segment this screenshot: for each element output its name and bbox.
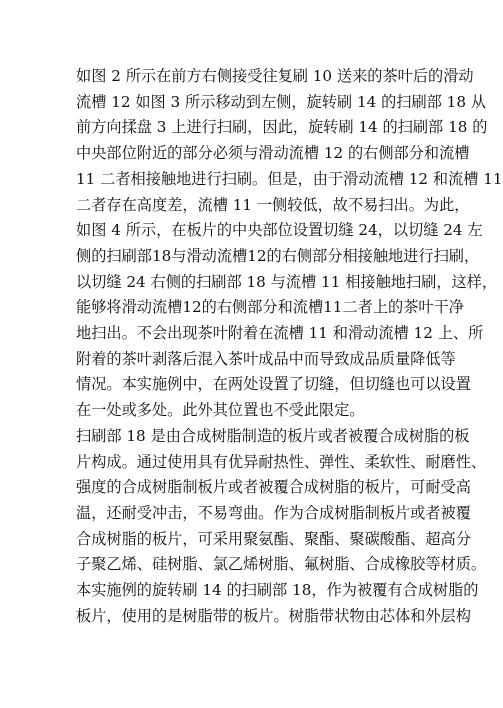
- text-line: 如图 2 所示在前方右侧接受往复刷 10 送来的茶叶后的滑动: [76, 67, 474, 85]
- text-line: 侧的扫刷部18与滑动流槽12的右侧部分相接触地进行扫刷，: [76, 246, 480, 265]
- text-line: 中央部位附近的部分必须与滑动流槽 12 的右侧部分和流槽: [76, 144, 470, 163]
- text-line: 子聚乙烯、硅树脂、氯乙烯树脂、氟树脂、合成橡胶等材质。: [76, 555, 487, 574]
- text-line: 二者存在高度差，流槽 11 一侧较低，故不易扫出。为此，: [76, 195, 470, 214]
- text-line: 本实施例的旋转刷 14 的扫刷部 18，作为被覆有合成树脂的: [76, 581, 479, 600]
- text-line: 11 二者相接触地进行扫刷。但是，由于滑动流槽 12 和流槽 11: [76, 169, 503, 188]
- text-line: 前方向揉盘 3 上进行扫刷，因此，旋转刷 14 的扫刷部 18 的: [76, 118, 488, 137]
- text-line: 板片，使用的是树脂带的板片。树脂带状物由芯体和外层构: [76, 606, 471, 625]
- text-line: 情况。本实施例中，在两处设置了切缝，但切缝也可以设置: [76, 375, 471, 394]
- text-line: 强度的合成树脂制板片或者被覆合成树脂的板片，可耐受高: [76, 478, 471, 497]
- text-line: 地扫出。不会出现茶叶附着在流槽 11 和滑动流槽 12 上、所: [76, 324, 484, 343]
- text-line: 片构成。通过使用具有优异耐热性、弹性、柔软性、耐磨性、: [76, 452, 487, 471]
- text-line: 附着的茶叶剥落后混入茶叶成品中而导致成品质量降低等: [76, 349, 456, 368]
- text-line: 温，还耐受冲击，不易弯曲。作为合成树脂制板片或者被覆: [76, 503, 471, 522]
- text-line: 流槽 12 如图 3 所示移动到左侧，旋转刷 14 的扫刷部 18 从: [76, 92, 487, 111]
- text-line: 以切缝 24 右侧的扫刷部 18 与流槽 11 相接触地扫刷，这样，: [76, 272, 498, 291]
- text-line: 合成树脂的板片，可采用聚氨酯、聚酯、聚碳酸酯、超高分: [76, 529, 471, 548]
- text-line: 在一处或多处。此外其位置也不受此限定。: [76, 401, 365, 420]
- text-line: 能够将滑动流槽12的右侧部分和流槽11二者上的茶叶干净: [76, 298, 464, 317]
- text-line: 如图 4 所示，在板片的中央部位设置切缝 24，以切缝 24 左: [76, 221, 483, 240]
- document-body-text: [76, 64, 503, 629]
- text-line: 扫刷部 18 是由合成树脂制造的板片或者被覆合成树脂的板: [76, 426, 470, 445]
